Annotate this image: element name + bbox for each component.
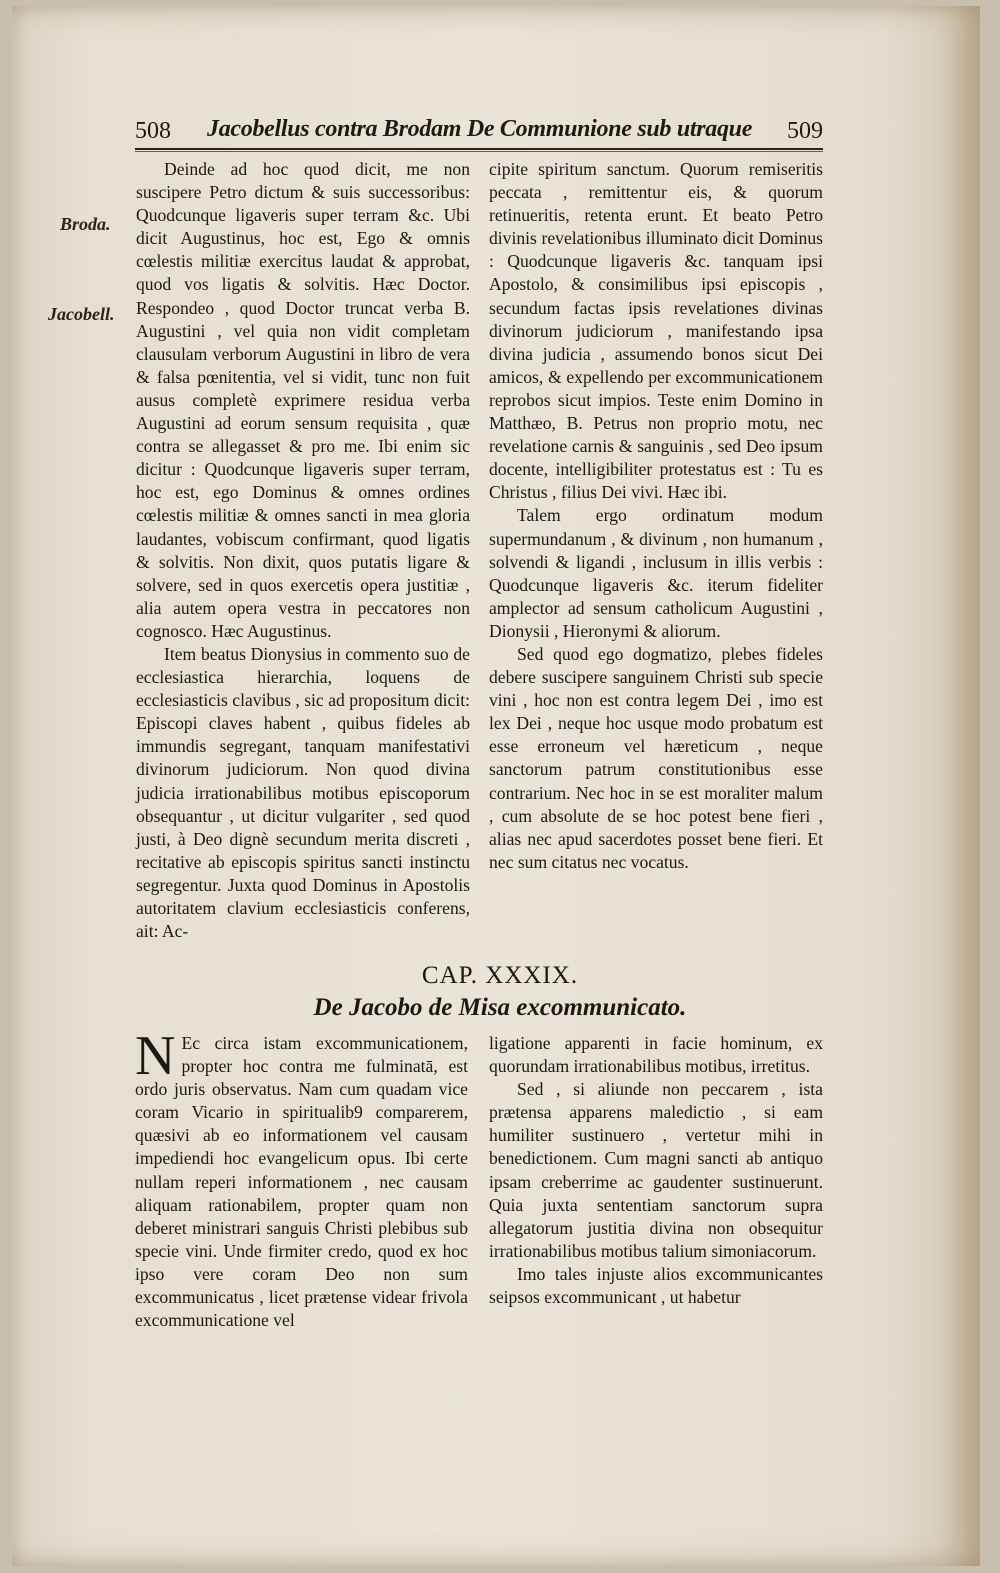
paragraph: Deinde ad hoc quod dicit, me non suscipere Petro dictum & suis successoribus: Quodcunque ligaveris super terram &c. Ubi dicit Augustinus, hoc est, Ego & omnis cœlestis militiæ exercitus laudat & approbat, quod vos ligatis & solvitis. Hæc Doctor. Respondeo , quod Doctor truncat verba B. Augustini , vel quia non vidit completam clausulam verborum Augustini in libro de vera & falsa pœnitentia, vel si vidit, tunc non fuit ausus completè exprimere residua verba Augustini ad eorum sensum requisita , quæ contra se allegasset & pro me. Ibi enim sic dicitur : Quodcunque ligaveris super terram, hoc est, ego Dominus & omnes ordines cœlestis militiæ & omnes sancti in mea gloria laudantes, vobiscum confirmant, quod ligatis & solvitis. Non dixit, quos putatis ligare & solvere, sed in quos exercetis opera justitiæ , alia autem opera vestra in peccatores non cognosco. Hæc Augustinus. <box>136 159 470 641</box>
running-header <box>135 110 823 150</box>
paragraph: Talem ergo ordinatum modum supermundanum , & divinum , non humanum , solvendi & ligandi , inclusum in illis verbis : Quodcunque ligaveris &c. iterum fideliter amplector ad sensum catholicum Augustini , Dionysii , Hieronymi & aliorum. <box>489 505 823 641</box>
paragraph: cipite spiritum sanctum. Quorum remiseritis peccata , remittentur eis, & quorum retinueritis, retenta erunt. Et beato Petro divinis revelationibus illuminato dicit Dominus : Quodcunque ligaveris &c. tanquam ipsi Apostolo, & consimilibus ipsi episcopis , secundum factas ipsis revelationes divinas divinorum judiciorum , manifestando ipsa divina judicia , assumendo bonos sicut Dei amicos, & expellendo per excommunicationem reprobos sicut impios. Teste enim Domino in Matthæo, B. Petrus non proprio motu, nec revelatione carnis & sanguinis , sed Deo ipsum docente, intelligibiliter protestatus est : Tu es Christus , filius Dei vivi. Hæc ibi. <box>489 159 823 503</box>
column-left-bottom <box>135 1025 468 1332</box>
header-rule <box>135 148 823 150</box>
header-rule-thin <box>135 151 823 152</box>
paragraph: Sed quod ego dogmatizo, plebes fideles debere suscipere sanguinem Christi sub specie vini , hoc non est contra legem Dei , imo est lex Dei , neque hoc usque modo probatum est esse erroneum vel hæreticum , neque sanctorum patrum constitutionibus esse contrarium. Nec hoc in se est moraliter malum , cum absolute de se hoc potest bene fieri , alias nec apud sacerdotes posset bene fieri. Et nec sum citatus nec vocatus. <box>489 643 823 872</box>
column-right-bottom <box>489 1032 823 1309</box>
drop-cap: N <box>135 1025 176 1087</box>
margin-note-broda: Broda. <box>60 214 111 234</box>
page-number-left: 508 <box>135 118 171 144</box>
paragraph: Imo tales injuste alios excommunicantes seipsos excommunicant , ut habetur <box>489 1263 823 1308</box>
paragraph: Ec circa istam excommunicationem, propter hoc contra me fulminatā, est ordo juris observatus. Nam cum quadam vice coram Vicario in spiritualib9 comparerem, quæsivi ab eo informationem vel causam impediendi hoc evangelicum opus. Ibi certe nullam reperi informationem , nec causam aliquam rationabilem, propter quam non deberet ministrari sanguis Christi plebibus sub specie vini. Unde firmiter credo, quod ex hoc ipso vere coram Deo non sum excommunicatus , licet prætense videar frivola excommunicatione vel <box>135 1033 468 1331</box>
column-right-top <box>489 158 823 874</box>
running-title: Jacobellus contra Brodam De Communione sub utraque <box>207 116 753 142</box>
paragraph: Sed , si aliunde non peccarem , ista prætensa apparens maledictio , si eam humiliter sustinuero , vertetur mihi in benedictionem. Cum magni sancti ab antiquo ipsam creberrime ac gaudenter sustinuerunt. Quia juxta sententiam sanctorum supra allegatorum justitia divina non obsequitur irrationabilibus motibus talium simoniacorum. <box>489 1079 823 1261</box>
chapter-title: De Jacobo de Misa excommunicato. <box>313 994 687 1021</box>
chapter-number: CAP. XXXIX. <box>421 962 579 989</box>
column-left-top <box>136 158 470 943</box>
paragraph: ligatione apparenti in facie hominum, ex quorundam irrationabilibus motibus, irretitus. <box>489 1033 823 1077</box>
margin-note-jacobell: Jacobell. <box>48 304 115 324</box>
page-number-right: 509 <box>787 118 823 144</box>
paragraph: Item beatus Dionysius in commento suo de ecclesiastica hierarchia, loquens de ecclesiasticis clavibus , sic ad propositum dicit: Episcopi claves habent , quibus fideles ab immundis segregant, tanquam manifestativi divinorum judiciorum. Non quod divina judicia irrationabilibus motibus episcoporum obsequantur , ut dicitur vulgariter , sed quod justi, à Deo dignè secundum merita discreti , recitative ab episcopis spiritus sancti instinctu segregentur. Juxta quod Dominus in Apostolis autoritatem clavium ecclesiasticis conferens, ait: Ac- <box>136 643 470 942</box>
